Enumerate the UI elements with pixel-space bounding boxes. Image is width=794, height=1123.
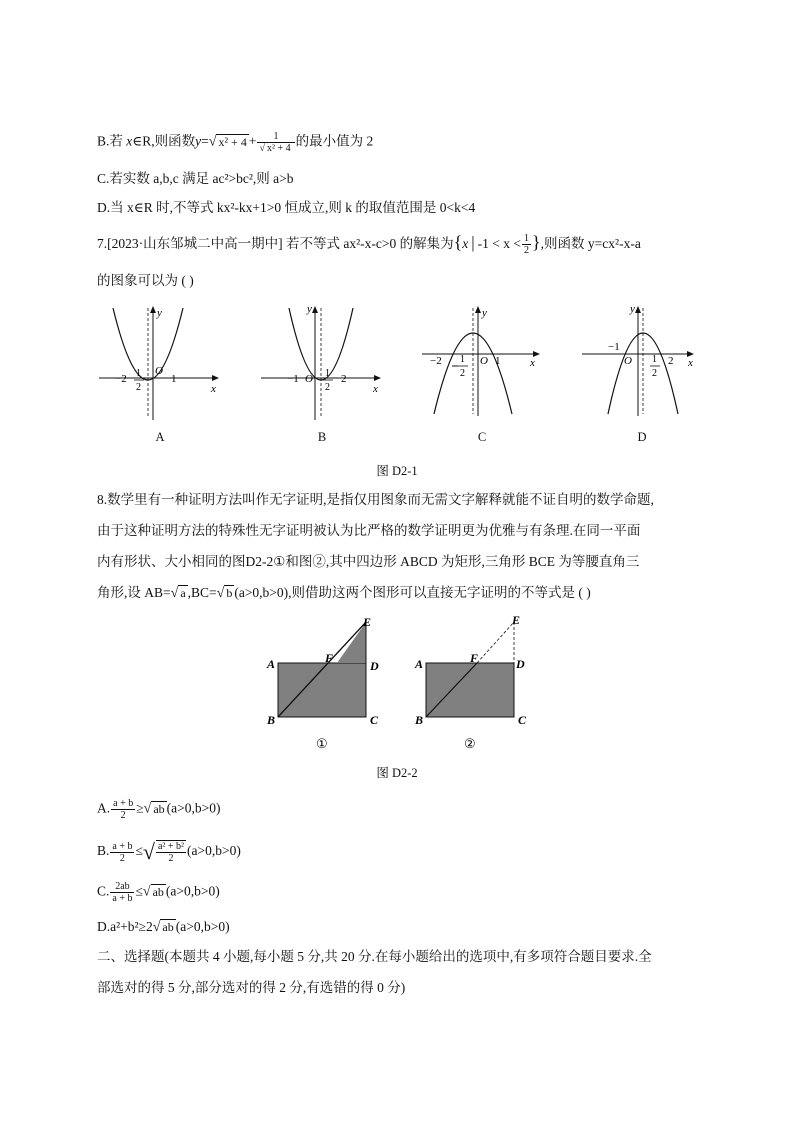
q8-line4b: ,BC= bbox=[187, 585, 217, 600]
q8-b-cond: (a>0,b>0) bbox=[187, 843, 241, 859]
q7-set-num: 1 bbox=[524, 233, 530, 245]
graph-b-root-left: −1 bbox=[287, 373, 299, 385]
q6-b-suffix: 的最小值为 2 bbox=[295, 133, 374, 149]
q6-option-c: C.若实数 a,b,c 满足 ac²>bc²,则 a>b bbox=[97, 171, 294, 186]
q8-c-rel: ≤ bbox=[135, 883, 143, 899]
q8-c-label: C. bbox=[97, 883, 110, 899]
graph-d bbox=[578, 302, 708, 422]
graph-c-x-label: x bbox=[530, 357, 535, 369]
q8-a-label: A. bbox=[97, 800, 111, 816]
graph-b-x-arrow bbox=[374, 375, 381, 381]
q7-set-x: x bbox=[462, 236, 469, 251]
fig2-dashed-fe bbox=[477, 622, 514, 663]
graph-d-y-label: y bbox=[630, 303, 635, 315]
fig1-label-c: C bbox=[370, 713, 379, 727]
graph-a-origin: O bbox=[155, 365, 163, 377]
fig2-number: ② bbox=[464, 736, 476, 751]
radical-sign: √ bbox=[143, 801, 152, 817]
radical-sign: √ bbox=[152, 920, 161, 935]
graph-a-root-left: −2 bbox=[115, 373, 127, 385]
graph-a-frac-num: 1 bbox=[136, 368, 141, 379]
graph-a-frac-den: 2 bbox=[136, 382, 141, 393]
graph-a-root-right: 1 bbox=[171, 373, 177, 385]
q8-a-frac bbox=[111, 798, 135, 821]
graph-b-y-arrow bbox=[312, 306, 318, 313]
graph-d-x-label: x bbox=[688, 357, 693, 369]
graph-d-origin: O bbox=[624, 355, 632, 367]
radical-sign: √ bbox=[208, 134, 217, 150]
q7-stem-line1 bbox=[97, 233, 641, 256]
graph-c-frac-num: 1 bbox=[460, 354, 465, 365]
q8-a-den: 2 bbox=[120, 810, 126, 821]
graph-a-x-arrow bbox=[212, 375, 219, 381]
q8-line4a: 角形,设 AB= bbox=[97, 585, 171, 600]
q6-b-frac-den: √ x² + 4 bbox=[259, 143, 291, 154]
q8-a-radicand: ab bbox=[153, 801, 165, 816]
q8-b-label: B. bbox=[97, 843, 110, 859]
graph-a-y-label: y bbox=[157, 307, 162, 319]
graph-d-caption: D bbox=[637, 430, 647, 444]
fig1-label-f: F bbox=[325, 651, 334, 665]
q6-b-x: x bbox=[126, 133, 133, 149]
q8-option-d bbox=[97, 918, 230, 937]
q8-option-c bbox=[97, 881, 220, 904]
graph-a-x-label: x bbox=[211, 383, 216, 395]
q6-b-text: ∈R,则函数 bbox=[132, 133, 196, 149]
radical-sign: √ bbox=[142, 839, 155, 864]
q6-b-plus: + bbox=[248, 133, 257, 149]
graph-b-caption: B bbox=[317, 430, 327, 444]
fig1-label-d: D bbox=[370, 659, 379, 673]
radical-sign: √ bbox=[216, 586, 225, 601]
q6-b-frac-radicand: x² + 4 bbox=[266, 143, 291, 154]
q6-b-y: y bbox=[195, 133, 202, 149]
q8-c-num: 2ab bbox=[110, 881, 134, 893]
graph-a bbox=[95, 302, 225, 422]
q6-b-frac-num: 1 bbox=[257, 131, 294, 143]
fig1-label-b: B bbox=[267, 713, 276, 727]
graph-c-root-left: −2 bbox=[430, 355, 442, 367]
graph-c-frac-den: 2 bbox=[460, 368, 465, 379]
q8-line2: 由于这种证明方法的特殊性无字证明被认为比严格的数学证明更为优雅与有条理.在同一平面 bbox=[97, 523, 641, 538]
q8-line4c: (a>0,b>0),则借助这两个图形可以直接无字证明的不等式是 ( ) bbox=[234, 585, 591, 600]
q8-radicand-a: a bbox=[180, 586, 186, 600]
figure-d2-1-caption: 图 D2-1 bbox=[376, 464, 418, 478]
q8-c-frac bbox=[110, 881, 134, 904]
q7-stem-b: ,则函数 y=cx²-x-a bbox=[540, 236, 641, 251]
graph-b-origin: O bbox=[305, 373, 313, 385]
fig2-label-c: C bbox=[518, 713, 527, 727]
q8-radicand-b: b bbox=[226, 586, 233, 600]
graph-c-y-arrow bbox=[475, 306, 481, 313]
fig2-label-a: A bbox=[415, 657, 424, 671]
q7-set-frac bbox=[522, 233, 531, 256]
set-brace-close: } bbox=[532, 232, 541, 252]
q8-a-cond: (a>0,b>0) bbox=[166, 800, 221, 816]
q8-b-rad-frac bbox=[156, 840, 186, 864]
fig2-label-d: D bbox=[516, 657, 525, 671]
q8-option-a bbox=[97, 798, 220, 821]
fig1-label-e: E bbox=[363, 615, 372, 629]
q8-b-rden: 2 bbox=[168, 853, 174, 864]
radical-sign: √ bbox=[170, 586, 179, 601]
graph-c-root-right: 1 bbox=[495, 355, 501, 367]
q7-set-den: 2 bbox=[524, 245, 530, 257]
q8-d-radicand: ab bbox=[162, 920, 174, 934]
fig1-rectangle-abcd bbox=[278, 663, 366, 717]
q6-b-eq: = bbox=[201, 133, 209, 149]
q8-a-rel: ≥ bbox=[136, 800, 144, 816]
graph-b-y-label: y bbox=[307, 303, 312, 315]
q7-set-cond: -1 < x < bbox=[477, 236, 522, 251]
q8-option-b bbox=[97, 840, 241, 864]
fig2-label-b: B bbox=[415, 713, 424, 727]
fig1-label-a: A bbox=[267, 657, 276, 671]
q7-stem-a: 7.[2023·山东邹城二中高一期中] 若不等式 ax²-x-c>0 的解集为 bbox=[97, 236, 454, 251]
fig1-triangle-efd bbox=[337, 622, 366, 663]
graph-d-root-right: 2 bbox=[668, 355, 674, 367]
graph-b-frac-num: 1 bbox=[325, 368, 330, 379]
graph-a-caption: A bbox=[155, 430, 165, 444]
set-bar: | bbox=[471, 233, 475, 252]
q8-c-den: a + b bbox=[112, 893, 133, 904]
q6-b-prefix: B.若 bbox=[97, 133, 127, 149]
q8-b-num: a + b bbox=[112, 840, 133, 852]
q8-d-cond: (a>0,b>0) bbox=[175, 919, 230, 934]
q8-b-den: 2 bbox=[119, 852, 125, 864]
graph-d-y-arrow bbox=[635, 306, 641, 313]
q8-b-frac bbox=[110, 841, 134, 864]
q6-b-radicand: x² + 4 bbox=[218, 134, 247, 149]
q8-line1: 8.数学里有一种证明方法叫作无字证明,是指仅用图象而无需文字解释就能不证自明的数学命题, bbox=[97, 492, 654, 507]
radical-sign: √ bbox=[142, 884, 151, 900]
graph-b-root-right: 2 bbox=[341, 373, 347, 385]
q6-option-d: D.当 x∈R 时,不等式 kx²-kx+1>0 恒成立,则 k 的取值范围是 0<k<4 bbox=[97, 200, 476, 215]
fig2-label-e: E bbox=[512, 613, 521, 627]
q6-option-b bbox=[97, 131, 373, 154]
graph-d-root-left: −1 bbox=[608, 341, 620, 353]
q8-d-label: D.a²+b²≥2 bbox=[97, 919, 153, 934]
fig1-number: ① bbox=[316, 736, 328, 751]
q8-line4 bbox=[97, 584, 591, 603]
fig2-label-f: F bbox=[470, 651, 479, 665]
q8-b-rel: ≤ bbox=[135, 843, 143, 859]
graph-d-frac-den: 2 bbox=[652, 368, 657, 379]
graph-b bbox=[257, 302, 387, 422]
section-2-line1: 二、选择题(本题共 4 小题,每小题 5 分,共 20 分.在每小题给出的选项中,有多项符合题目要求.全 bbox=[97, 949, 652, 964]
set-brace-open: { bbox=[453, 232, 463, 252]
graph-c-y-label: y bbox=[482, 307, 487, 319]
figure-2 bbox=[410, 612, 540, 752]
graph-c bbox=[418, 302, 548, 422]
figure-1 bbox=[262, 612, 392, 752]
graph-b-frac-den: 2 bbox=[325, 382, 330, 393]
graph-c-origin: O bbox=[480, 355, 488, 367]
figure-d2-2-caption: 图 D2-2 bbox=[376, 766, 418, 780]
q6-b-fraction bbox=[257, 131, 294, 154]
graph-c-caption: C bbox=[477, 430, 487, 444]
q8-a-num: a + b bbox=[113, 798, 134, 809]
q7-stem-line2: 的图象可以为 ( ) bbox=[97, 273, 194, 288]
section-2-line2: 部选对的得 5 分,部分选对的得 2 分,有选错的得 0 分) bbox=[97, 980, 406, 995]
q8-b-rnum: a² + b² bbox=[157, 841, 185, 852]
q8-c-cond: (a>0,b>0) bbox=[165, 883, 220, 899]
graph-b-x-label: x bbox=[373, 383, 378, 395]
q8-line3: 内有形状、大小相同的图D2-2①和图②,其中四边形 ABCD 为矩形,三角形 BCE 为等腰直角三 bbox=[97, 554, 640, 569]
graph-d-frac-num: 1 bbox=[652, 354, 657, 365]
graph-a-y-arrow bbox=[150, 306, 156, 313]
q8-c-radicand: ab bbox=[152, 884, 164, 899]
